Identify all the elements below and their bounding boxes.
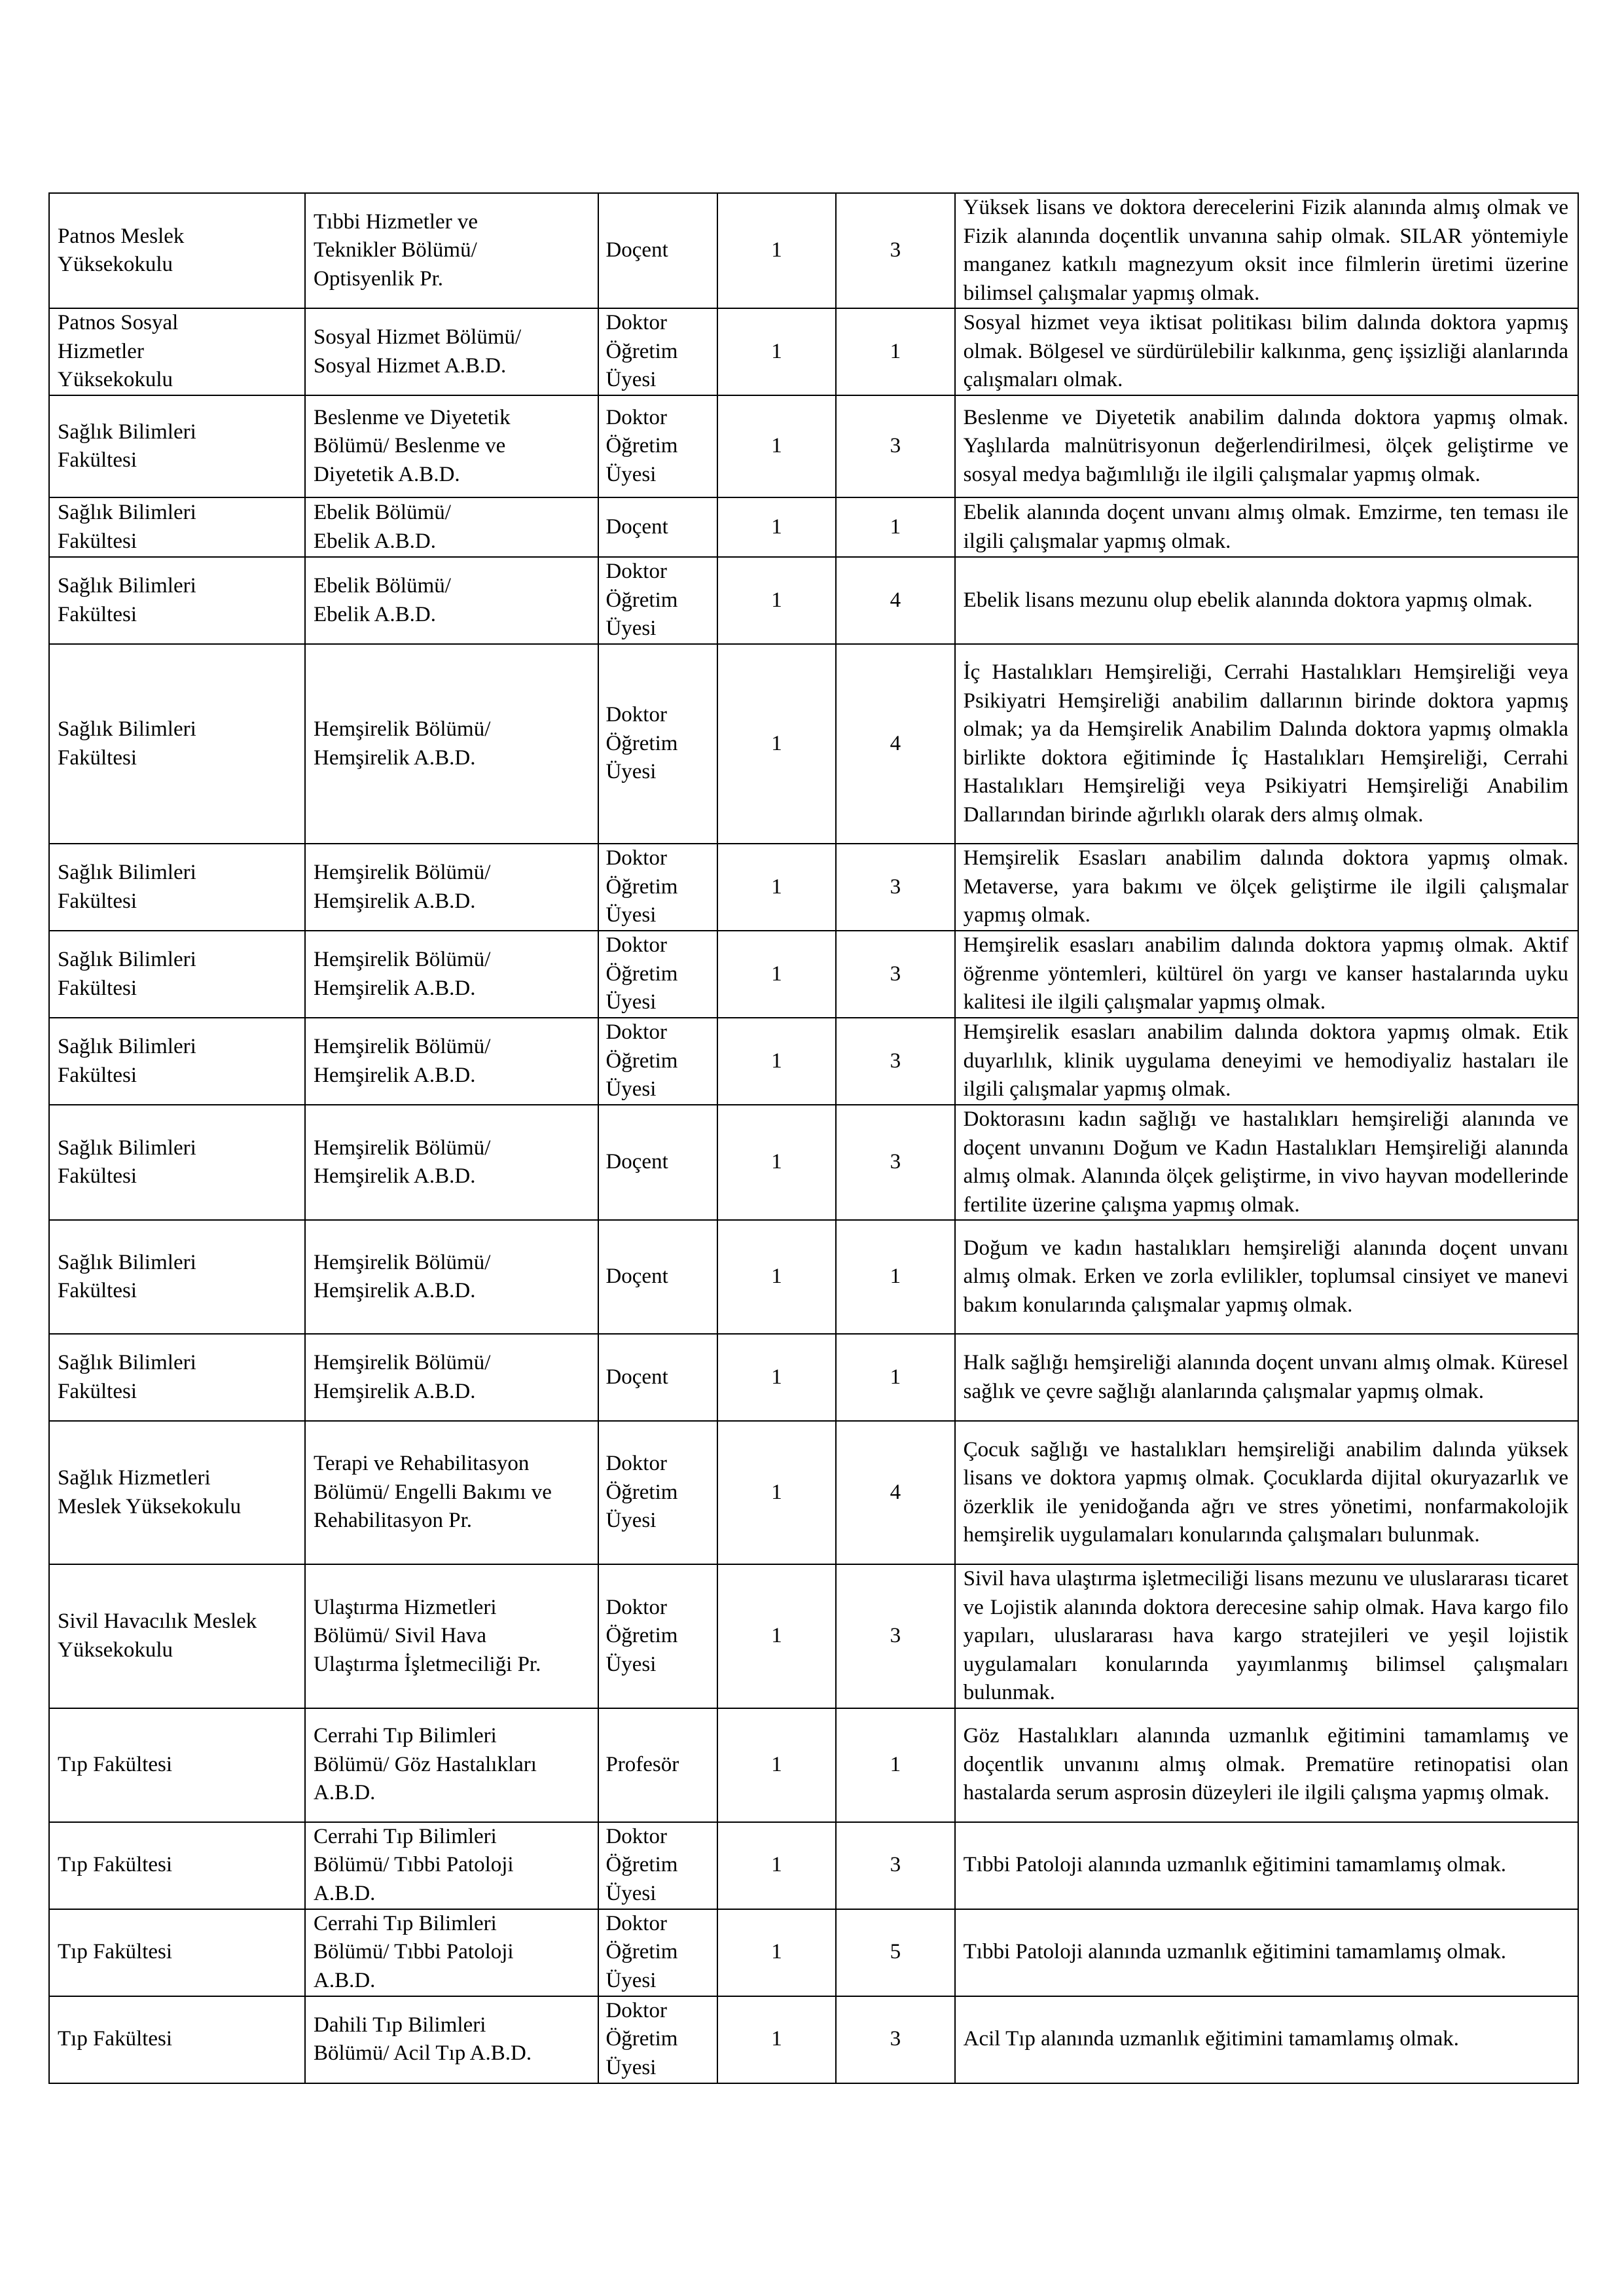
faculty-cell: Sağlık Hizmetleri Meslek Yüksekokulu bbox=[49, 1421, 305, 1564]
position-title-cell: Doktor Öğretim Üyesi bbox=[598, 308, 717, 395]
faculty-cell: Sağlık Bilimleri Fakültesi bbox=[49, 557, 305, 644]
position-title-cell: Profesör bbox=[598, 1708, 717, 1822]
requirements-cell: İç Hastalıkları Hemşireliği, Cerrahi Hastalıkları Hemşireliği veya Psikiyatri Hemşireliği anabilim dallarının birinde doktora yapmış olmak; ya da Hemşirelik Anabilim Dalında doktora yapmış olmakla birlikte doktora eğitiminde İç Hastalıkları Hemşireliği, Cerrahi Hastalıkları Hemşireliği veya Psikiyatri Hemşireliği Anabilim Dallarından birinde ağırlıklı olarak ders almış olmak. bbox=[955, 644, 1578, 844]
table-row bbox=[49, 1822, 1578, 1909]
table-row bbox=[49, 644, 1578, 844]
department-cell: Cerrahi Tıp Bilimleri Bölümü/ Göz Hastalıkları A.B.D. bbox=[305, 1708, 598, 1822]
table-row bbox=[49, 557, 1578, 644]
degree-cell: 5 bbox=[836, 1909, 954, 1996]
faculty-cell: Tıp Fakültesi bbox=[49, 1708, 305, 1822]
degree-cell: 4 bbox=[836, 644, 954, 844]
count-cell: 1 bbox=[717, 1996, 836, 2083]
faculty-cell: Sağlık Bilimleri Fakültesi bbox=[49, 1018, 305, 1105]
count-cell: 1 bbox=[717, 193, 836, 308]
department-cell: Ulaştırma Hizmetleri Bölümü/ Sivil Hava Ulaştırma İşletmeciliği Pr. bbox=[305, 1564, 598, 1708]
department-cell: Terapi ve Rehabilitasyon Bölümü/ Engelli Bakımı ve Rehabilitasyon Pr. bbox=[305, 1421, 598, 1564]
table-row bbox=[49, 1909, 1578, 1996]
faculty-cell: Sağlık Bilimleri Fakültesi bbox=[49, 497, 305, 557]
count-cell: 1 bbox=[717, 644, 836, 844]
position-title-cell: Doktor Öğretim Üyesi bbox=[598, 1564, 717, 1708]
count-cell: 1 bbox=[717, 1708, 836, 1822]
count-cell: 1 bbox=[717, 308, 836, 395]
department-cell: Hemşirelik Bölümü/ Hemşirelik A.B.D. bbox=[305, 1105, 598, 1220]
table-row bbox=[49, 1018, 1578, 1105]
table-row bbox=[49, 931, 1578, 1018]
position-title-cell: Doktor Öğretim Üyesi bbox=[598, 1018, 717, 1105]
degree-cell: 4 bbox=[836, 557, 954, 644]
requirements-cell: Ebelik alanında doçent unvanı almış olmak. Emzirme, ten teması ile ilgili çalışmalar yapmış olmak. bbox=[955, 497, 1578, 557]
table-row bbox=[49, 844, 1578, 931]
degree-cell: 3 bbox=[836, 1018, 954, 1105]
table-row bbox=[49, 193, 1578, 308]
degree-cell: 3 bbox=[836, 193, 954, 308]
faculty-cell: Patnos Sosyal Hizmetler Yüksekokulu bbox=[49, 308, 305, 395]
position-title-cell: Doktor Öğretim Üyesi bbox=[598, 1822, 717, 1909]
degree-cell: 1 bbox=[836, 497, 954, 557]
requirements-cell: Çocuk sağlığı ve hastalıkları hemşireliği anabilim dalında yüksek lisans ve doktora yapmış olmak. Çocuklarda dijital okuryazarlık ve özerklik ile yenidoğanda ağrı ve stres yönetimi, nonfarmakolojik hemşirelik uygulamaları konularında çalışmaları bulunmak. bbox=[955, 1421, 1578, 1564]
count-cell: 1 bbox=[717, 1822, 836, 1909]
requirements-cell: Beslenme ve Diyetetik anabilim dalında doktora yapmış olmak. Yaşlılarda malnütrisyonun değerlendirilmesi, ölçek geliştirme ve sosyal medya bağımlılığı ile ilgili çalışmalar yapmış olmak. bbox=[955, 395, 1578, 497]
table-row bbox=[49, 1421, 1578, 1564]
faculty-cell: Sağlık Bilimleri Fakültesi bbox=[49, 395, 305, 497]
requirements-cell: Acil Tıp alanında uzmanlık eğitimini tamamlamış olmak. bbox=[955, 1996, 1578, 2083]
requirements-cell: Yüksek lisans ve doktora derecelerini Fizik alanında almış olmak ve Fizik alanında doçentlik unvanına sahip olmak. SILAR yöntemiyle manganez katkılı magnezyum oksit ince filmlerin üretimi üzerine bilimsel çalışmalar yapmış olmak. bbox=[955, 193, 1578, 308]
position-title-cell: Doktor Öğretim Üyesi bbox=[598, 931, 717, 1018]
position-title-cell: Doçent bbox=[598, 193, 717, 308]
degree-cell: 3 bbox=[836, 931, 954, 1018]
degree-cell: 3 bbox=[836, 844, 954, 931]
count-cell: 1 bbox=[717, 931, 836, 1018]
department-cell: Hemşirelik Bölümü/ Hemşirelik A.B.D. bbox=[305, 644, 598, 844]
requirements-cell: Hemşirelik esasları anabilim dalında doktora yapmış olmak. Etik duyarlılık, klinik uygulama deneyimi ve hemodiyaliz hastaları ile ilgili çalışmalar yapmış olmak. bbox=[955, 1018, 1578, 1105]
count-cell: 1 bbox=[717, 1334, 836, 1421]
requirements-cell: Sosyal hizmet veya iktisat politikası bilim dalında doktora yapmış olmak. Bölgesel ve sürdürülebilir kalkınma, genç işsizliği alanlarında çalışmaları olmak. bbox=[955, 308, 1578, 395]
count-cell: 1 bbox=[717, 1421, 836, 1564]
position-title-cell: Doçent bbox=[598, 1105, 717, 1220]
position-title-cell: Doktor Öğretim Üyesi bbox=[598, 557, 717, 644]
department-cell: Dahili Tıp Bilimleri Bölümü/ Acil Tıp A.B.D. bbox=[305, 1996, 598, 2083]
degree-cell: 3 bbox=[836, 1564, 954, 1708]
faculty-cell: Tıp Fakültesi bbox=[49, 1996, 305, 2083]
position-title-cell: Doktor Öğretim Üyesi bbox=[598, 644, 717, 844]
requirements-cell: Tıbbi Patoloji alanında uzmanlık eğitimini tamamlamış olmak. bbox=[955, 1909, 1578, 1996]
department-cell: Sosyal Hizmet Bölümü/ Sosyal Hizmet A.B.D. bbox=[305, 308, 598, 395]
department-cell: Ebelik Bölümü/ Ebelik A.B.D. bbox=[305, 497, 598, 557]
position-title-cell: Doktor Öğretim Üyesi bbox=[598, 1421, 717, 1564]
table-row bbox=[49, 1220, 1578, 1334]
department-cell: Hemşirelik Bölümü/ Hemşirelik A.B.D. bbox=[305, 1220, 598, 1334]
position-title-cell: Doktor Öğretim Üyesi bbox=[598, 1996, 717, 2083]
department-cell: Beslenme ve Diyetetik Bölümü/ Beslenme ve Diyetetik A.B.D. bbox=[305, 395, 598, 497]
requirements-cell: Tıbbi Patoloji alanında uzmanlık eğitimini tamamlamış olmak. bbox=[955, 1822, 1578, 1909]
count-cell: 1 bbox=[717, 557, 836, 644]
department-cell: Hemşirelik Bölümü/ Hemşirelik A.B.D. bbox=[305, 1334, 598, 1421]
requirements-cell: Halk sağlığı hemşireliği alanında doçent unvanı almış olmak. Küresel sağlık ve çevre sağlığı alanlarında çalışmalar yapmış olmak. bbox=[955, 1334, 1578, 1421]
count-cell: 1 bbox=[717, 497, 836, 557]
requirements-cell: Doktorasını kadın sağlığı ve hastalıkları hemşireliği alanında ve doçent unvanını Doğum ve Kadın Hastalıkları Hemşireliği alanında almış olmak. Alanında ölçek geliştirme, in vivo hayvan modellerinde fertilite üzerine çalışma yapmış olmak. bbox=[955, 1105, 1578, 1220]
department-cell: Cerrahi Tıp Bilimleri Bölümü/ Tıbbi Patoloji A.B.D. bbox=[305, 1822, 598, 1909]
requirements-cell: Hemşirelik esasları anabilim dalında doktora yapmış olmak. Aktif öğrenme yöntemleri, kültürel ön yargı ve kanser hastalarında uyku kalitesi ile ilgili çalışmalar yapmış olmak. bbox=[955, 931, 1578, 1018]
faculty-cell: Patnos Meslek Yüksekokulu bbox=[49, 193, 305, 308]
table-row bbox=[49, 1105, 1578, 1220]
table-body bbox=[49, 193, 1578, 2083]
faculty-cell: Tıp Fakültesi bbox=[49, 1822, 305, 1909]
count-cell: 1 bbox=[717, 844, 836, 931]
degree-cell: 1 bbox=[836, 1220, 954, 1334]
faculty-cell: Sağlık Bilimleri Fakültesi bbox=[49, 844, 305, 931]
degree-cell: 1 bbox=[836, 1708, 954, 1822]
degree-cell: 3 bbox=[836, 1105, 954, 1220]
position-title-cell: Doçent bbox=[598, 1334, 717, 1421]
degree-cell: 3 bbox=[836, 1822, 954, 1909]
table-row bbox=[49, 1564, 1578, 1708]
degree-cell: 1 bbox=[836, 308, 954, 395]
table-row bbox=[49, 395, 1578, 497]
count-cell: 1 bbox=[717, 1564, 836, 1708]
table-row bbox=[49, 1708, 1578, 1822]
department-cell: Hemşirelik Bölümü/ Hemşirelik A.B.D. bbox=[305, 1018, 598, 1105]
degree-cell: 1 bbox=[836, 1334, 954, 1421]
table-row bbox=[49, 1334, 1578, 1421]
count-cell: 1 bbox=[717, 1105, 836, 1220]
faculty-cell: Sağlık Bilimleri Fakültesi bbox=[49, 644, 305, 844]
position-title-cell: Doçent bbox=[598, 1220, 717, 1334]
department-cell: Hemşirelik Bölümü/ Hemşirelik A.B.D. bbox=[305, 844, 598, 931]
faculty-cell: Sağlık Bilimleri Fakültesi bbox=[49, 1220, 305, 1334]
table-row bbox=[49, 1996, 1578, 2083]
requirements-cell: Doğum ve kadın hastalıkları hemşireliği alanında doçent unvanı almış olmak. Erken ve zorla evlilikler, toplumsal cinsiyet ve manevi bakım konularında çalışmalar yapmış olmak. bbox=[955, 1220, 1578, 1334]
position-title-cell: Doktor Öğretim Üyesi bbox=[598, 844, 717, 931]
faculty-cell: Sağlık Bilimleri Fakültesi bbox=[49, 1105, 305, 1220]
department-cell: Hemşirelik Bölümü/ Hemşirelik A.B.D. bbox=[305, 931, 598, 1018]
degree-cell: 3 bbox=[836, 1996, 954, 2083]
department-cell: Ebelik Bölümü/ Ebelik A.B.D. bbox=[305, 557, 598, 644]
faculty-cell: Sağlık Bilimleri Fakültesi bbox=[49, 1334, 305, 1421]
table-row bbox=[49, 308, 1578, 395]
degree-cell: 4 bbox=[836, 1421, 954, 1564]
position-title-cell: Doktor Öğretim Üyesi bbox=[598, 395, 717, 497]
department-cell: Tıbbi Hizmetler ve Teknikler Bölümü/ Optisyenlik Pr. bbox=[305, 193, 598, 308]
requirements-cell: Göz Hastalıkları alanında uzmanlık eğitimini tamamlamış ve doçentlik unvanını almış olmak. Prematüre retinopatisi olan hastalarda serum asprosin düzeyleri ile ilgili çalışma yapmış olmak. bbox=[955, 1708, 1578, 1822]
table-row bbox=[49, 497, 1578, 557]
department-cell: Cerrahi Tıp Bilimleri Bölümü/ Tıbbi Patoloji A.B.D. bbox=[305, 1909, 598, 1996]
count-cell: 1 bbox=[717, 1220, 836, 1334]
faculty-cell: Tıp Fakültesi bbox=[49, 1909, 305, 1996]
position-title-cell: Doktor Öğretim Üyesi bbox=[598, 1909, 717, 1996]
faculty-cell: Sivil Havacılık Meslek Yüksekokulu bbox=[49, 1564, 305, 1708]
count-cell: 1 bbox=[717, 1909, 836, 1996]
requirements-cell: Sivil hava ulaştırma işletmeciliği lisans mezunu ve uluslararası ticaret ve Lojistik alanında doktora derecesine sahip olmak. Hava kargo filo yapıları, uluslararası hava kargo stratejileri ve yeşil lojistik uygulamaları konularında yayımlanmış bilimsel çalışmaları bulunmak. bbox=[955, 1564, 1578, 1708]
count-cell: 1 bbox=[717, 395, 836, 497]
staff-positions-table bbox=[48, 192, 1579, 2084]
degree-cell: 3 bbox=[836, 395, 954, 497]
requirements-cell: Hemşirelik Esasları anabilim dalında doktora yapmış olmak. Metaverse, yara bakımı ve ölçek geliştirme ile ilgili çalışmalar yapmış olmak. bbox=[955, 844, 1578, 931]
position-title-cell: Doçent bbox=[598, 497, 717, 557]
faculty-cell: Sağlık Bilimleri Fakültesi bbox=[49, 931, 305, 1018]
requirements-cell: Ebelik lisans mezunu olup ebelik alanında doktora yapmış olmak. bbox=[955, 557, 1578, 644]
count-cell: 1 bbox=[717, 1018, 836, 1105]
